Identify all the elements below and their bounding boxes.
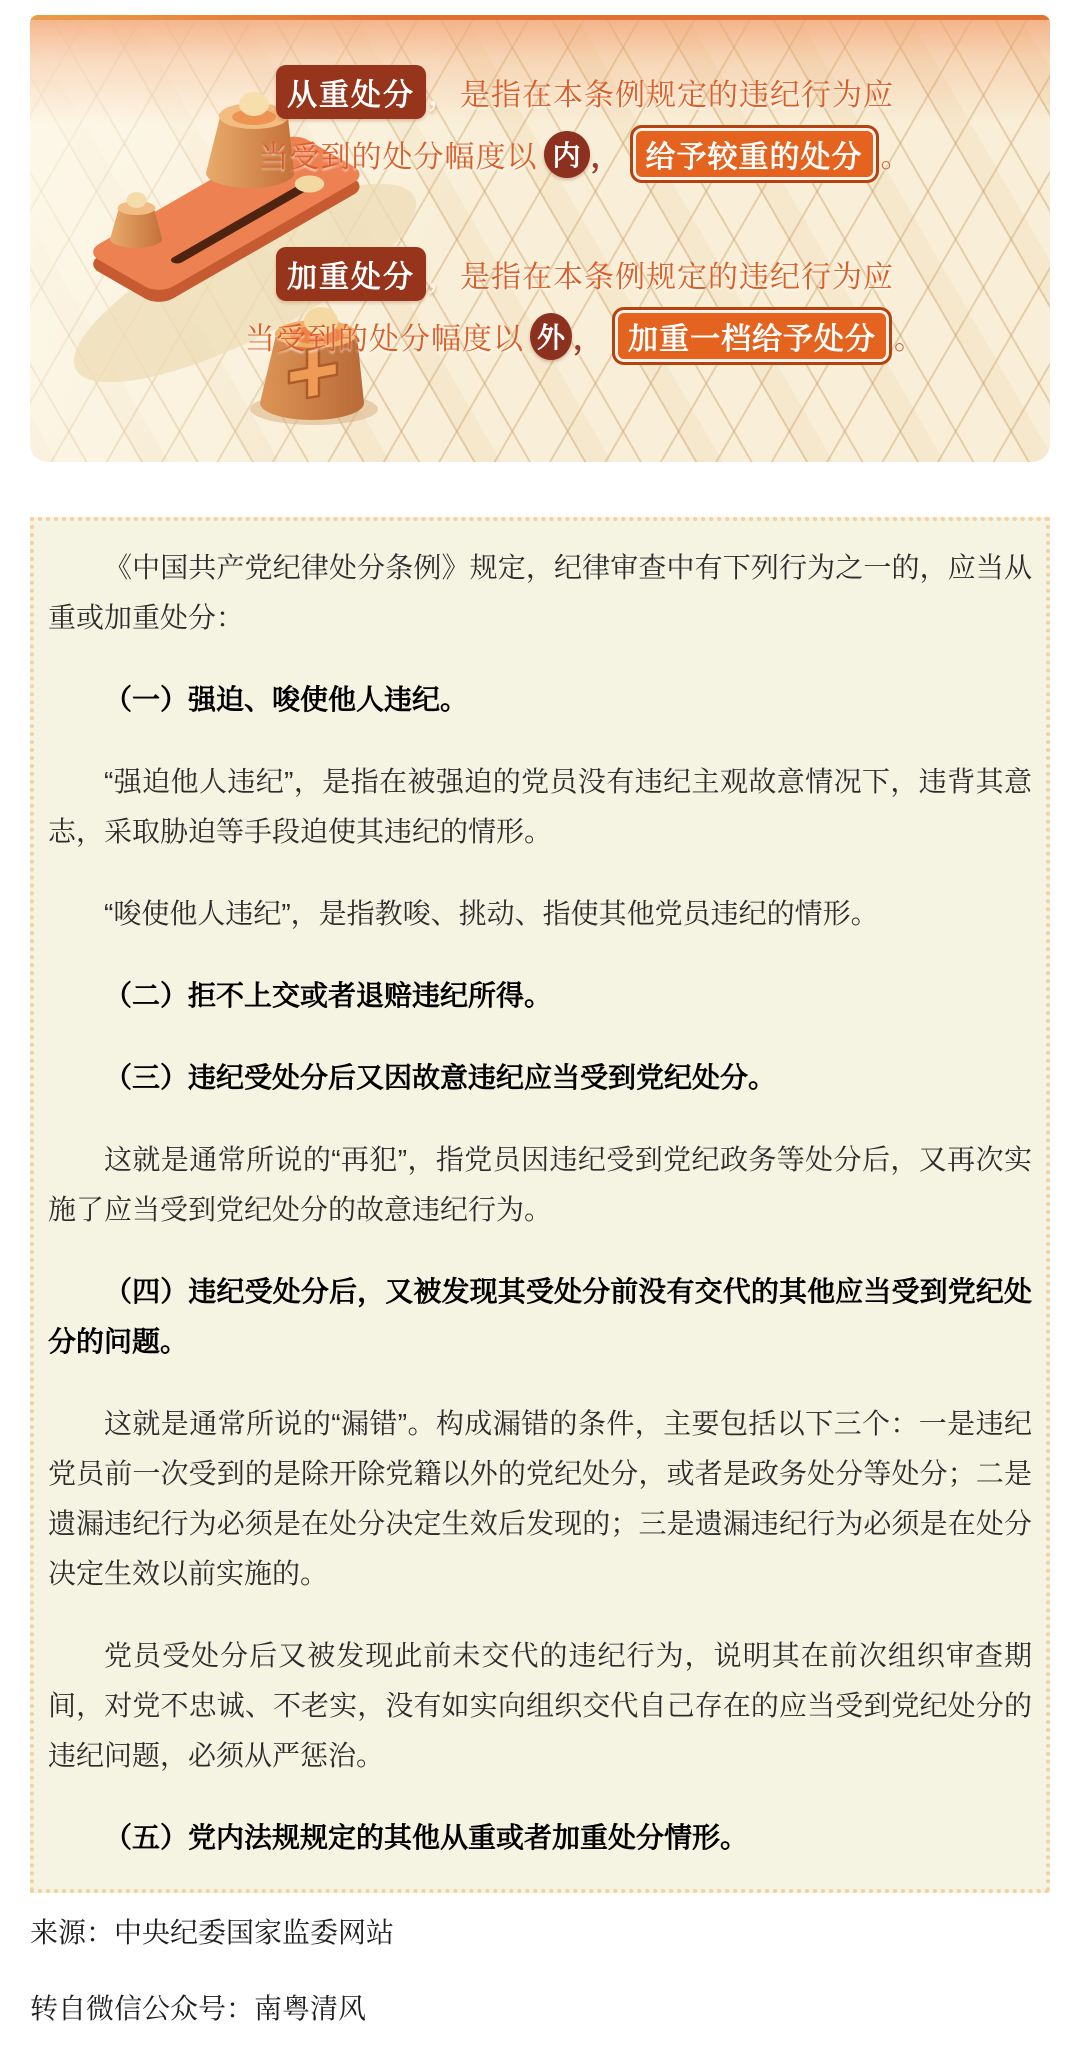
keyword-comma: ，: [573, 323, 604, 356]
explanation-paragraph: 党员受处分后又被发现此前未交代的违纪行为，说明其在前次组织审查期间，对党不忠诚、不老实，没有如实向组织交代自己存在的应当受到党纪处分的违纪问题，必须从严惩治。: [48, 1640, 1032, 1771]
highlight-box-jiayidang: 加重一档给予处分: [612, 307, 892, 365]
definition-text: 当受到的处分幅度以: [245, 323, 524, 356]
article-footer: [30, 1893, 1050, 2029]
source-line: 来源：中央纪委国家监委网站: [30, 1917, 395, 1948]
definition-line-1: [245, 61, 925, 123]
explanation-paragraph: 这就是通常所说的“再犯”，指党员因违纪受到党纪政务等处分后，又再次实施了应当受到党纪处分的故意违纪行为。: [48, 1144, 1032, 1225]
definition-text: 是指在本条例规定的违纪行为应: [460, 79, 894, 112]
definition-line-2: [245, 123, 925, 185]
badge-comma: ，: [428, 79, 458, 112]
intro-paragraph: 《中国共产党纪律处分条例》规定，纪律审查中有下列行为之一的，应当从重或加重处分：: [48, 552, 1032, 633]
keyword-circle-nei: 内: [544, 131, 590, 178]
definition-block-congzhong: [245, 61, 925, 185]
explanation-paragraph: “唆使他人违纪”，是指教唆、挑动、指使其他党员违纪的情形。: [104, 898, 879, 929]
period: 。: [894, 323, 925, 356]
highlight-box-jiaozhong: 给予较重的处分: [630, 125, 879, 183]
section-heading-2: （二）拒不上交或者退赔违纪所得。: [104, 980, 553, 1011]
definition-block-jiazhong: [245, 243, 925, 367]
repost-line: 转自微信公众号：南粤清风: [30, 1993, 367, 2024]
period: 。: [880, 141, 912, 174]
section-heading-3: （三）违纪受处分后又因故意违纪应当受到党纪处分。: [104, 1062, 777, 1093]
keyword-circle-wai: 外: [530, 313, 572, 360]
badge-jiazhong-chufen: 加重处分: [276, 247, 426, 301]
weight-small: [110, 192, 162, 248]
badge-congzhong-chufen: 从重处分: [276, 65, 426, 119]
explanation-paragraph: 这就是通常所说的“漏错”。构成漏错的条件，主要包括以下三个：一是违纪党员前一次受到的是除开除党籍以外的党纪处分，或者是政务处分等处分；二是遗漏违纪行为必须是在处分决定生效后发现的；三是遗漏违纪行为必须是在处分决定生效以前实施的。: [48, 1408, 1032, 1589]
keyword-comma: ，: [590, 141, 622, 174]
badge-comma: ，: [428, 261, 458, 294]
section-heading-5: （五）党内法规规定的其他从重或者加重处分情形。: [104, 1822, 749, 1853]
definition-text: 当受到的处分幅度以: [258, 141, 538, 174]
article-body-box: [30, 517, 1050, 1893]
definition-text: 是指在本条例规定的违纪行为应: [460, 261, 894, 294]
section-heading-1: （一）强迫、唆使他人违纪。: [104, 684, 469, 715]
definition-line-2: [245, 305, 925, 367]
section-heading-4: （四）违纪受处分后，又被发现其受处分前没有交代的其他应当受到党纪处分的问题。: [48, 1276, 1032, 1357]
hero-illustration: [30, 15, 1050, 462]
definition-line-1: [245, 243, 925, 305]
explanation-paragraph: “强迫他人违纪”，是指在被强迫的党员没有违纪主观故意情况下，违背其意志，采取胁迫等手段迫使其违纪的情形。: [48, 766, 1032, 847]
